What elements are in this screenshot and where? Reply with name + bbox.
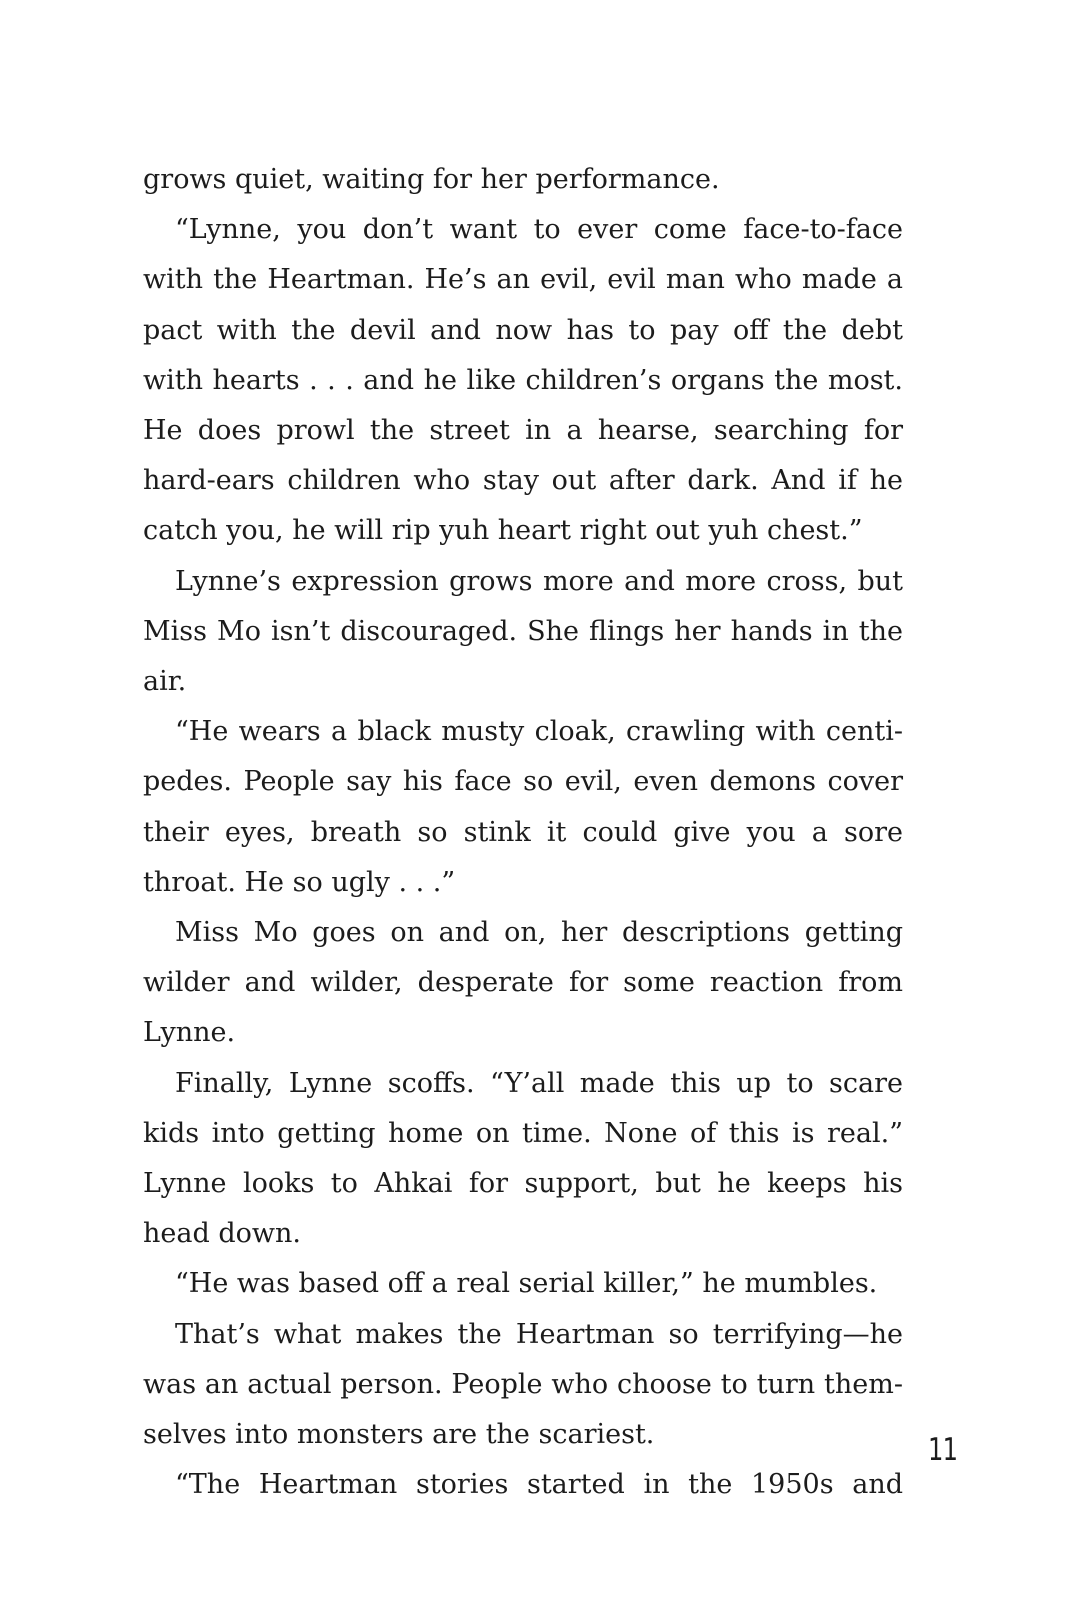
paragraph-4: “He wears a black musty cloak, crawling with centi-pedes. People say his face so evil, even demons cover their eyes, breath so stink it could give you a sore throat. He so ugly . . .” [143,716,903,898]
paragraph-9: “The Heartman stories started in the 1950s and [175,1469,903,1501]
paragraph-6: Finally, Lynne scoffs. “Y’all made this up to scare kids into getting home on time. None of this is real.” Lynne looks to Ahkai for support, but he keeps his head down. [143,1067,903,1250]
body-text [143,155,903,1510]
paragraph-5: Miss Mo goes on and on, her descriptions getting wilder and wilder, desperate for some reaction from Lynne. [143,917,903,1049]
paragraph-1: grows quiet, waiting for her performance. [143,164,720,195]
paragraph-2: “Lynne, you don’t want to ever come face-to-face with the Heartman. He’s an evil, evil man who made a pact with the devil and now has to pay off the debt with hearts . . . and he like children’s organs the most. He does prowl the street in a hearse, searching for hard-ears children who stay out after dark. And if he catch you, he will rip yuh heart right out yuh chest.” [143,214,903,547]
paragraph-8: That’s what makes the Heartman so terrifying—he was an actual person. People who choose to turn them-selves into monsters are the scariest. [143,1318,903,1451]
page-number: 11 [928,1432,958,1468]
paragraph-7: “He was based off a real serial killer,” he mumbles. [175,1268,878,1300]
paragraph-3: Lynne’s expression grows more and more cross, but Miss Mo isn’t discouraged. She flings her hands in the air. [143,565,903,698]
